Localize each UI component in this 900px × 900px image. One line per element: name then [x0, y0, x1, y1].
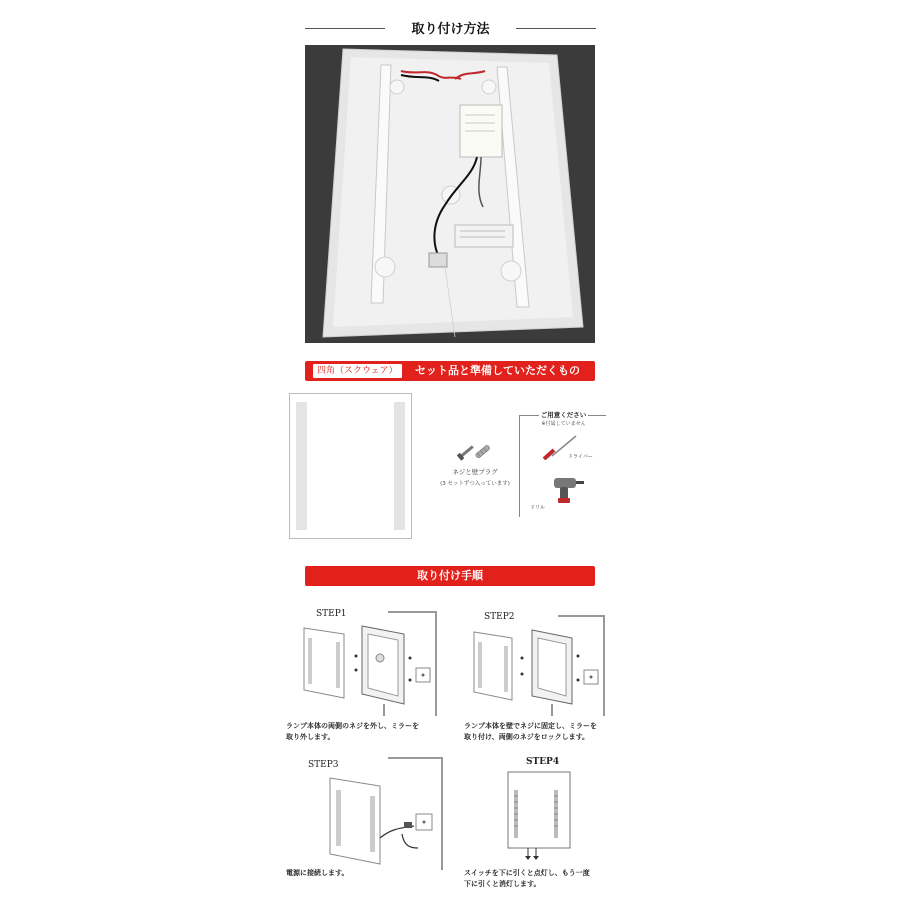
- product-back-photo: [305, 45, 595, 343]
- contents-banner: [305, 361, 595, 381]
- step4-label: STEP4: [526, 757, 560, 767]
- step1-text-line1: ランプ本体の両側のネジを外し、ミラーを: [286, 722, 419, 730]
- step3-label: STEP3: [308, 760, 339, 770]
- step1-illustration: [296, 608, 450, 718]
- step2-text-line1: ランプ本体を壁でネジに固定し、ミラーを: [464, 722, 597, 730]
- prepare-panel: [519, 411, 606, 517]
- mirror-illustration: [289, 393, 412, 539]
- step4-text-line2: 下に引くと消灯します。: [464, 880, 541, 888]
- screws-label: ネジと壁プラグ: [452, 468, 498, 476]
- section-header: [0, 16, 900, 40]
- step4-illustration: [506, 770, 576, 862]
- install-banner: [305, 566, 595, 586]
- step3-text-line1: 電源に接続します。: [286, 869, 349, 877]
- screw-plug-icon: [455, 440, 495, 462]
- shape-tag: 四角（スクウェア）: [313, 364, 402, 378]
- header-divider-left: [305, 28, 385, 29]
- install-title: 取り付け手順: [417, 569, 483, 582]
- light-strip-left: [296, 402, 307, 530]
- step3-text: [286, 868, 466, 879]
- drill-icon: [550, 474, 586, 504]
- light-strip-right: [394, 402, 405, 530]
- header-divider-right: [516, 28, 596, 29]
- step1-text: [286, 721, 466, 743]
- contents-title: セット品と準備していただくもの: [415, 364, 580, 377]
- step4-text: [464, 868, 644, 890]
- page-title: 取り付け方法: [411, 22, 490, 37]
- screws-note: (3 セットずつ入っています): [440, 481, 510, 487]
- step1-label: STEP1: [316, 609, 347, 619]
- step2-text: [464, 721, 644, 743]
- step1-text-line2: 取り外します。: [286, 733, 335, 741]
- driver-label: ドライバー: [568, 454, 593, 460]
- prepare-note: ※付属していません: [541, 421, 586, 427]
- step4-text-line1: スイッチを下に引くと点灯し、もう一度: [464, 869, 590, 877]
- step3-illustration: [318, 756, 458, 872]
- step2-label: STEP2: [484, 612, 515, 622]
- step2-illustration: [468, 608, 622, 718]
- drill-label: ドリル: [530, 505, 546, 511]
- step2-text-line2: 取り付け、両側のネジをロックします。: [464, 733, 590, 741]
- prepare-title: ご用意ください: [540, 411, 587, 419]
